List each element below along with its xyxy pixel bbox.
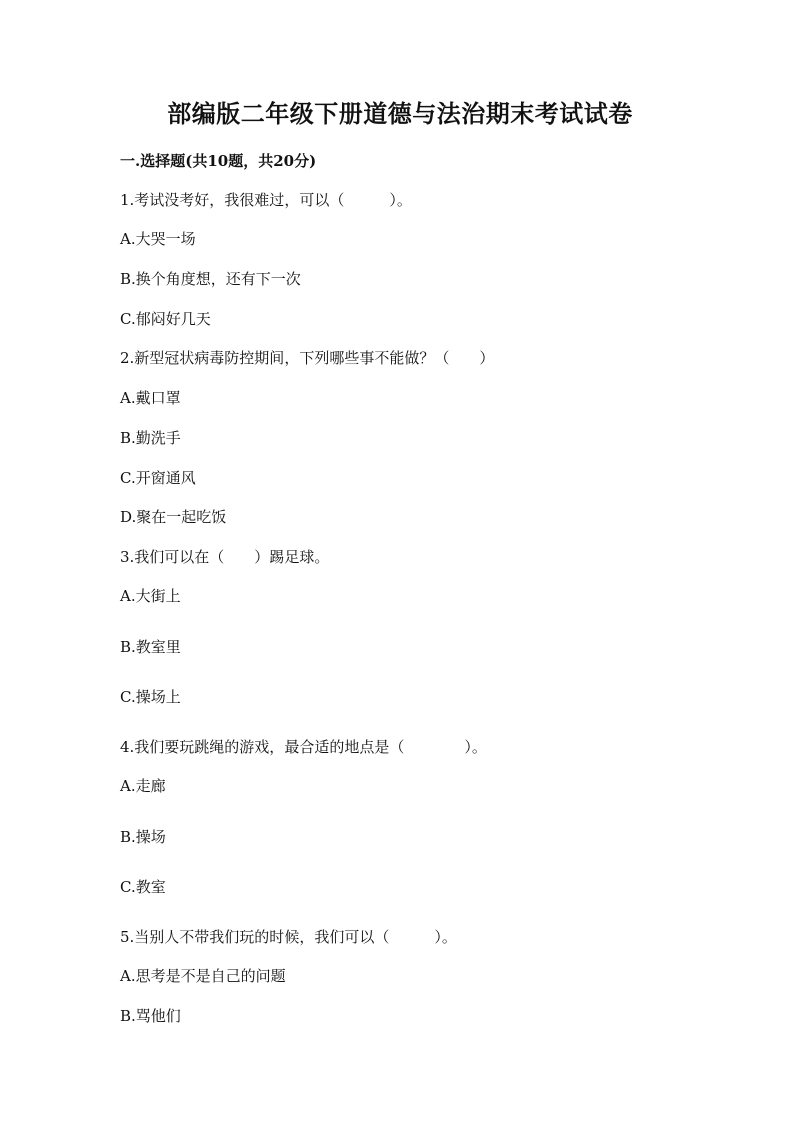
answer-option: B.骂他们 (120, 1007, 181, 1025)
answer-option: C.教室 (120, 878, 166, 896)
answer-option: B.操场 (120, 828, 166, 846)
answer-option: C.操场上 (120, 688, 181, 706)
answer-option: A.思考是不是自己的问题 (120, 967, 286, 985)
answer-option: A.大哭一场 (120, 230, 196, 248)
answer-option: B.勤洗手 (120, 429, 181, 447)
question-stem: 4.我们要玩跳绳的游戏，最合适的地点是（ ）。 (120, 738, 487, 756)
question-stem: 3.我们可以在（ ）踢足球。 (120, 548, 330, 566)
answer-option: A.大街上 (120, 587, 181, 605)
question-stem: 2.新型冠状病毒防控期间，下列哪些事不能做？（ ） (120, 349, 495, 367)
answer-option: A.戴口罩 (120, 389, 181, 407)
question-stem: 1.考试没考好，我很难过，可以（ ）。 (120, 191, 412, 209)
question-stem: 5.当别人不带我们玩的时候，我们可以（ ）。 (120, 928, 457, 946)
answer-option: D.聚在一起吃饭 (120, 508, 227, 526)
section-heading: 一.选择题(共10题，共20分) (120, 152, 317, 170)
answer-option: C.郁闷好几天 (120, 310, 211, 328)
answer-option: A.走廊 (120, 777, 166, 795)
answer-option: B.教室里 (120, 638, 181, 656)
answer-option: B.换个角度想，还有下一次 (120, 270, 301, 288)
answer-option: C.开窗通风 (120, 469, 196, 487)
exam-title: 部编版二年级下册道德与法治期末考试试卷 (167, 99, 633, 128)
